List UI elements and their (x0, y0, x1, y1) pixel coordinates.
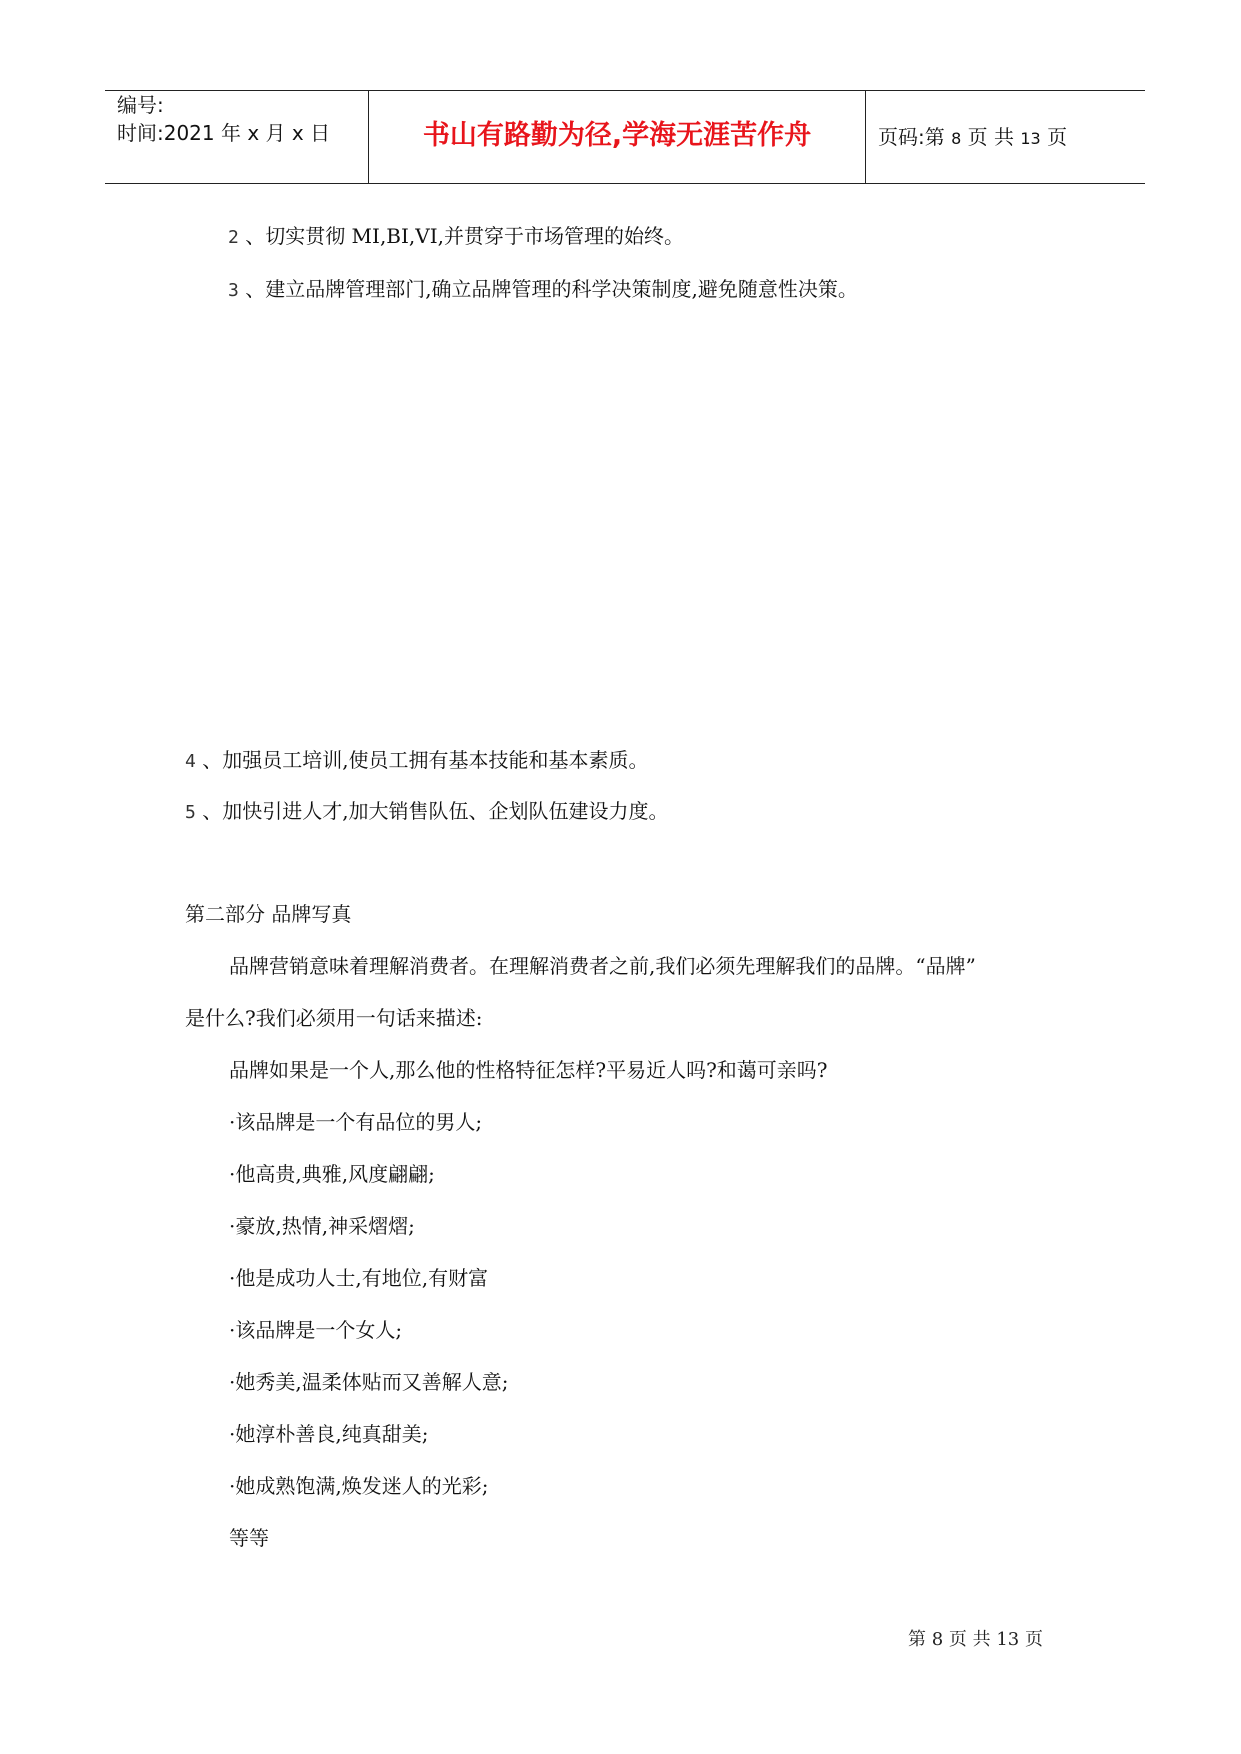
intro-paragraph-line: 品牌营销意味着理解消费者。在理解消费者之前,我们必须先理解我们的品牌。“品牌” (229, 954, 976, 978)
list-item: 2 、切实贯彻 MI,BI,VI,并贯穿于市场管理的始终。 (228, 224, 684, 248)
list-item: 5 、加快引进人才,加大销售队伍、企划队伍建设力度。 (185, 799, 669, 823)
document-time-label: 时间:2021 年 x 月 x 日 (117, 121, 331, 145)
bullet-item: ·她秀美,温柔体贴而又善解人意; (229, 1370, 509, 1394)
intro-paragraph-line: 是什么?我们必须用一句话来描述: (185, 1006, 483, 1030)
header-info-cell (105, 91, 369, 183)
question-paragraph: 品牌如果是一个人,那么他的性格特征怎样?平易近人吗?和蔼可亲吗? (229, 1058, 828, 1082)
header-motto: 书山有路勤为径,学海无涯苦作舟 (422, 120, 812, 151)
page-footer: 第 8 页 共 13 页 (908, 1629, 1043, 1650)
bullet-item: ·她成熟饱满,焕发迷人的光彩; (229, 1474, 489, 1498)
list-item: 3 、建立品牌管理部门,确立品牌管理的科学决策制度,避免随意性决策。 (228, 277, 858, 301)
section-title: 第二部分 品牌写真 (185, 902, 352, 926)
document-code-label: 编号: (117, 93, 164, 117)
closing-text: 等等 (229, 1526, 269, 1550)
header-page-number: 页码:第 8 页 共 13 页 (878, 125, 1068, 149)
header-motto-cell (369, 91, 866, 183)
bullet-item: ·豪放,热情,神采熠熠; (229, 1214, 415, 1238)
bullet-item: ·他高贵,典雅,风度翩翩; (229, 1162, 435, 1186)
bullet-item: ·该品牌是一个女人; (229, 1318, 403, 1342)
header-page-cell (866, 91, 1145, 183)
bullet-item: ·该品牌是一个有品位的男人; (229, 1110, 483, 1134)
bullet-item: ·她淳朴善良,纯真甜美; (229, 1422, 429, 1446)
document-header (105, 90, 1145, 184)
bullet-item: ·他是成功人士,有地位,有财富 (229, 1266, 489, 1290)
list-item: 4 、加强员工培训,使员工拥有基本技能和基本素质。 (185, 748, 649, 772)
